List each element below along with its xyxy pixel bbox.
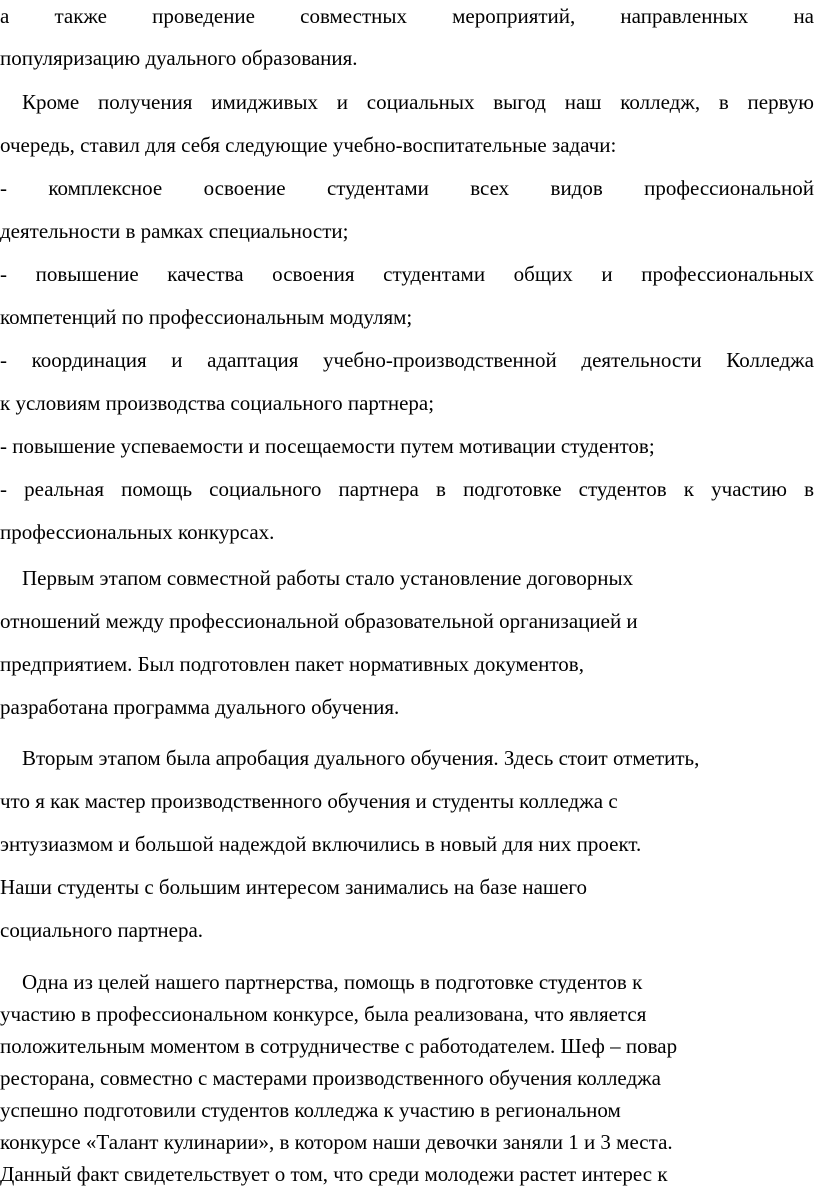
text-line: отношений между профессиональной образовательной организацией и xyxy=(0,609,638,633)
text-line: социального партнера. xyxy=(0,918,204,942)
text-line: популяризацию дуального образования. xyxy=(0,46,358,70)
text-line: а также проведение совместных мероприятий, направленных на xyxy=(0,4,814,28)
text-line: компетенций по профессиональным модулям; xyxy=(0,305,413,329)
list-item: - повышение качества освоения студентами общих и профессиональных xyxy=(0,262,814,286)
text-line: успешно подготовили студентов колледжа к участию в региональном xyxy=(0,1098,621,1122)
text-line: к условиям производства социального партнера; xyxy=(0,391,435,415)
text-line: что я как мастер производственного обучения и студенты колледжа с xyxy=(0,789,618,813)
text-line: разработана программа дуального обучения. xyxy=(0,695,400,719)
list-item: - комплексное освоение студентами всех видов профессиональной xyxy=(0,176,814,200)
text-line: участию в профессиональном конкурсе, была реализована, что является xyxy=(0,1002,647,1026)
text-line: конкурсе «Талант кулинарии», в котором наши девочки заняли 1 и 3 места. xyxy=(0,1130,673,1154)
text-line: Данный факт свидетельствует о том, что среди молодежи растет интерес к xyxy=(0,1162,668,1186)
list-item: - реальная помощь социального партнера в подготовке студентов к участию в xyxy=(0,477,814,501)
paragraph-first-line: Первым этапом совместной работы стало установление договорных xyxy=(22,566,634,590)
text-line: очередь, ставил для себя следующие учебно-воспитательные задачи: xyxy=(0,133,617,157)
text-line: предприятием. Был подготовлен пакет нормативных документов, xyxy=(0,652,584,676)
text-line: Наши студенты с большим интересом занимались на базе нашего xyxy=(0,875,588,899)
list-item: - координация и адаптация учебно-производственной деятельности Колледжа xyxy=(0,348,814,372)
paragraph-first-line: Одна из целей нашего партнерства, помощь в подготовке студентов к xyxy=(22,970,643,994)
text-line: энтузиазмом и большой надеждой включились в новый для них проект. xyxy=(0,832,642,856)
text-line: положительным моментом в сотрудничестве с работодателем. Шеф – повар xyxy=(0,1034,678,1058)
text-line: ресторана, совместно с мастерами производственного обучения колледжа xyxy=(0,1066,661,1090)
paragraph-first-line: Кроме получения имидживых и социальных выгод наш колледж, в первую xyxy=(22,90,814,114)
text-line: деятельности в рамках специальности; xyxy=(0,219,349,243)
text-line: профессиональных конкурсах. xyxy=(0,520,275,544)
list-item: - повышение успеваемости и посещаемости путем мотивации студентов; xyxy=(0,434,655,458)
paragraph-first-line: Вторым этапом была апробация дуального обучения. Здесь стоит отметить, xyxy=(22,746,700,770)
